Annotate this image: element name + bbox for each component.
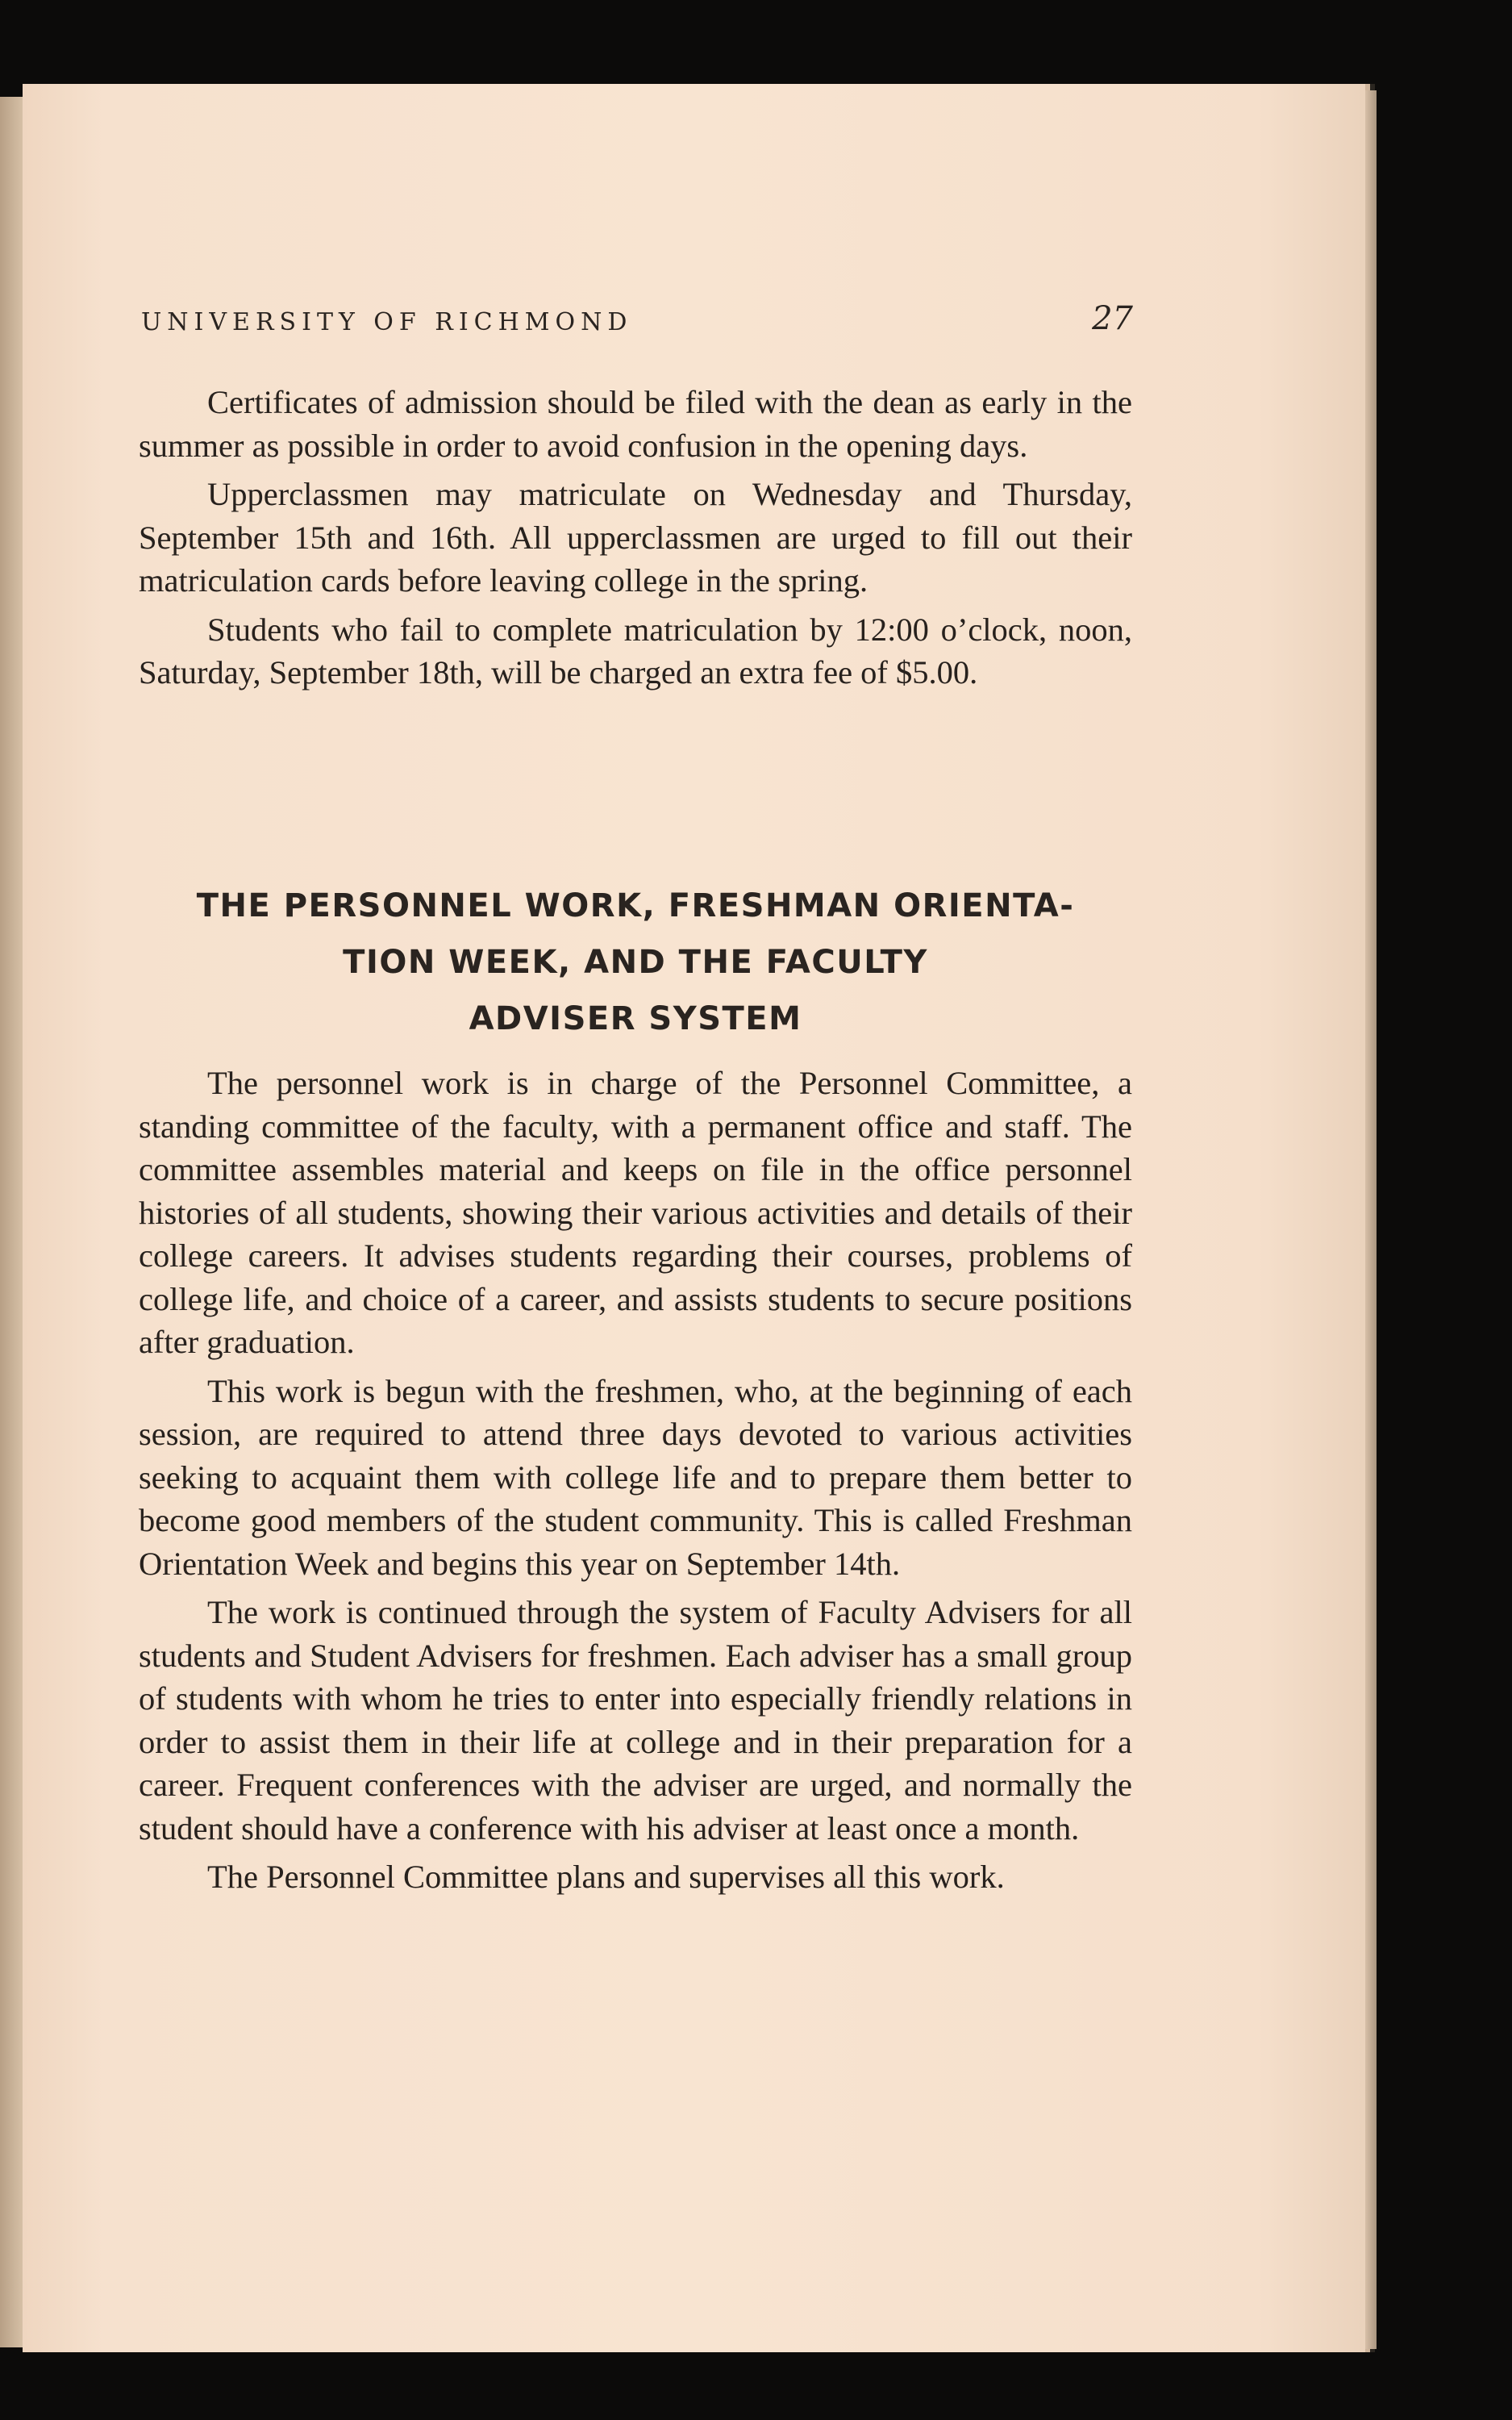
section-heading-line: THE PERSONNEL WORK, FRESHMAN ORIENTA- (196, 887, 1075, 924)
running-head (141, 300, 1133, 348)
admission-text (139, 381, 1132, 700)
page-edge (1365, 90, 1377, 2349)
paragraph: Certificates of admission should be filed with the dean as early in the summer as possible in order to avoid confusion in the opening days. (139, 384, 1132, 464)
running-head-title: UNIVERSITY OF RICHMOND (141, 308, 633, 336)
paragraph: The Personnel Committee plans and supervises all this work. (207, 1859, 1005, 1895)
section-heading-line: ADVISER SYSTEM (469, 1000, 802, 1037)
left-page-edge (0, 97, 23, 2347)
section-text (139, 1062, 1132, 1905)
paragraph: The work is continued through the system of Faculty Advisers for all students and Student Advisers for freshmen. Each adviser has a small group of students with whom he tries to enter into especially friendly relations in order to assist them in their life at college and in their preparation for a career. Frequent conferences with the adviser are urged, and normally the student should have a conference with his adviser at least once a month. (139, 1594, 1132, 1846)
page-number: 27 (1092, 300, 1133, 337)
paragraph: The personnel work is in charge of the Personnel Committee, a standing committee of the faculty, with a permanent office and staff. The committee assembles material and keeps on file in the office personnel histories of all students, showing their various activities and details of their college careers. It advises students regarding their courses, problems of college life, and choice of a career, and assists students to secure positions after graduation. (139, 1065, 1132, 1360)
paragraph: This work is begun with the freshmen, who, at the beginning of each session, are required to attend three days devoted to various activities seeking to acquaint them with college life and to prepare them better to become good members of the student community. This is called Freshman Orientation Week and begins this year on September 14th. (139, 1372, 1132, 1582)
section-heading-line: TION WEEK, AND THE FACULTY (343, 944, 928, 981)
paragraph: Upperclassmen may matriculate on Wednesday and Thursday, September 15th and 16th. All upperclassmen are urged to fill out their matriculation cards before leaving college in the spring. (139, 476, 1132, 599)
section-heading (139, 878, 1132, 1047)
paragraph: Students who fail to complete matriculation by 12:00 o’clock, noon, Saturday, September 18th, will be charged an extra fee of $5.00. (139, 611, 1132, 691)
